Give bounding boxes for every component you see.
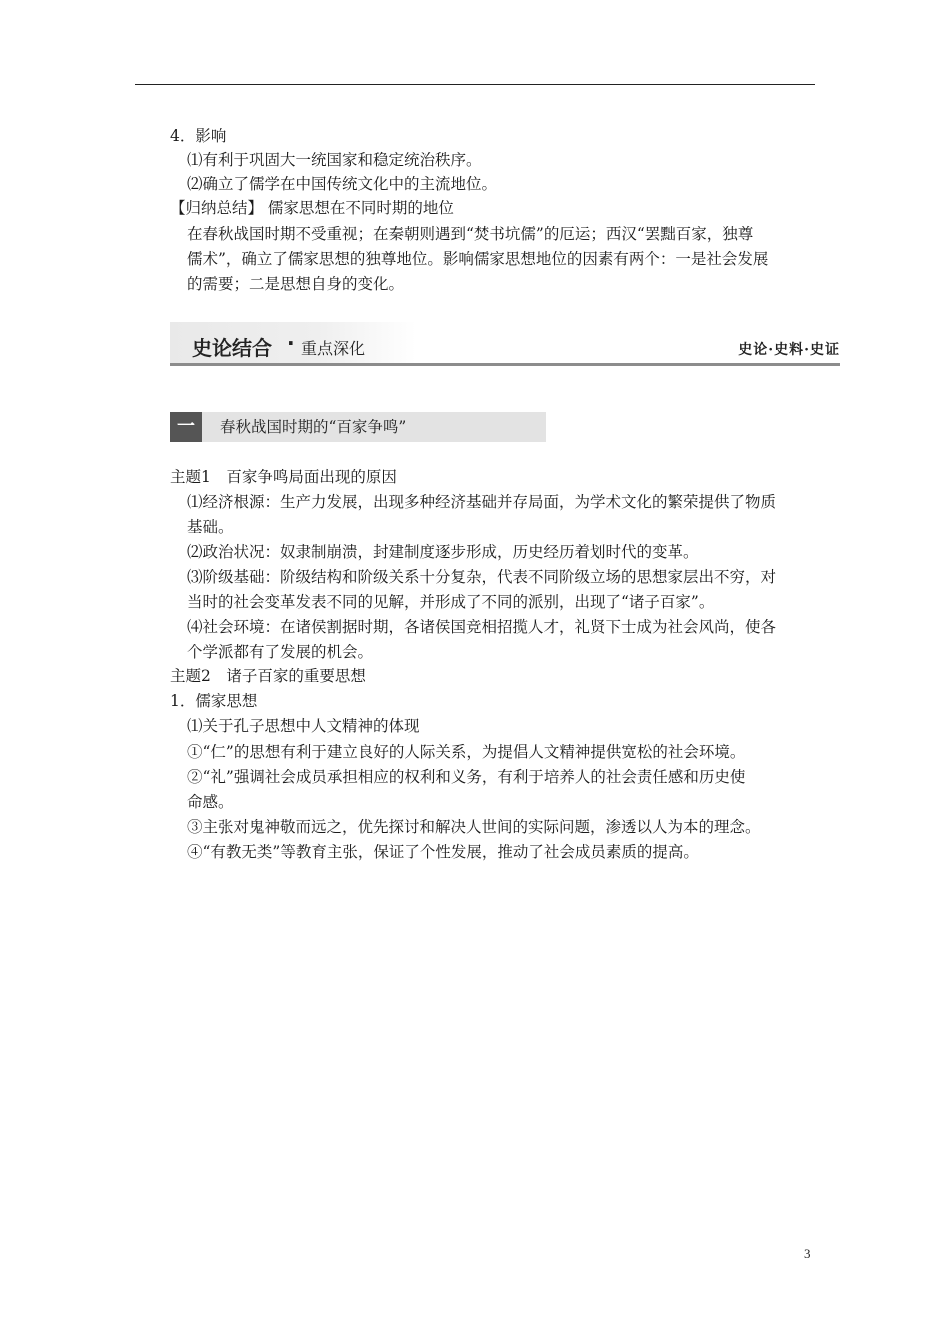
topic1-p2: ⑵政治状况：奴隶制崩溃，封建制度逐步形成，历史经历着划时代的变革。 [187,543,699,561]
topic1-p4-line2: 个学派都有了发展的机会。 [187,643,374,661]
confucius-point-4: ④“有教无类”等教育主张，保证了个性发展，推动了社会成员素质的提高。 [187,843,699,861]
topic1-p3-line1: ⑶阶级基础：阶级结构和阶级关系十分复杂，代表不同阶级立场的思想家层出不穷，对 [187,568,777,586]
banner-title: 史论结合 [192,336,272,360]
topic1-heading: 主题1 百家争鸣局面出现的原因 [170,468,397,486]
section-title: 春秋战国时期的“百家争鸣” [220,418,407,436]
topic2-sub-heading: 1．儒家思想 [170,692,258,710]
topic1-p4-line1: ⑷社会环境：在诸侯割据时期，各诸侯国竞相招揽人才，礼贤下士成为社会风尚，使各 [187,618,777,636]
page-number: 3 [804,1246,811,1261]
chapter-banner [170,322,840,366]
topic1-p1-line1: ⑴经济根源：生产力发展，出现多种经济基础并存局面，为学术文化的繁荣提供了物质 [187,493,777,511]
banner-right-label: 史论·史料·史证 [738,342,840,358]
summary-line-3: 的需要；二是思想自身的变化。 [187,275,405,293]
summary-line-2: 儒术”，确立了儒家思想的独尊地位。影响儒家思想地位的因素有两个：一是社会发展 [187,250,769,268]
influence-item-2: ⑵确立了儒学在中国传统文化中的主流地位。 [187,175,498,193]
section-heading-influence: 4．影响 [170,127,227,145]
confucius-point-2-line2: 命感。 [187,793,234,811]
banner-subtitle: 重点深化 [301,339,366,358]
influence-item-1: ⑴有利于巩固大一统国家和稳定统治秩序。 [187,151,482,169]
summary-title: 【归纳总结】 儒家思想在不同时期的地位 [170,199,454,217]
confucius-point-2-line1: ②“礼”强调社会成员承担相应的权利和义务，有利于培养人的社会责任感和历史使 [187,768,746,786]
banner-dot: · [287,331,295,355]
banner-underline [170,363,840,366]
section-header [170,412,546,442]
confucius-point-3: ③主张对鬼神敬而远之，优先探讨和解决人世间的实际问题，渗透以人为本的理念。 [187,818,761,836]
confucius-point-1: ①“仁”的思想有利于建立良好的人际关系，为提倡人文精神提供宽松的社会环境。 [187,743,746,761]
header-rule [135,84,815,85]
topic2-heading: 主题2 诸子百家的重要思想 [170,667,366,685]
topic2-sub-item: ⑴关于孔子思想中人文精神的体现 [187,717,420,735]
section-number: 一 [170,412,202,442]
summary-line-1: 在春秋战国时期不受重视；在秦朝则遇到“焚书坑儒”的厄运；西汉“罢黜百家，独尊 [187,225,754,243]
topic1-p1-line2: 基础。 [187,518,234,536]
topic1-p3-line2: 当时的社会变革发表不同的见解，并形成了不同的派别，出现了“诸子百家”。 [187,593,715,611]
